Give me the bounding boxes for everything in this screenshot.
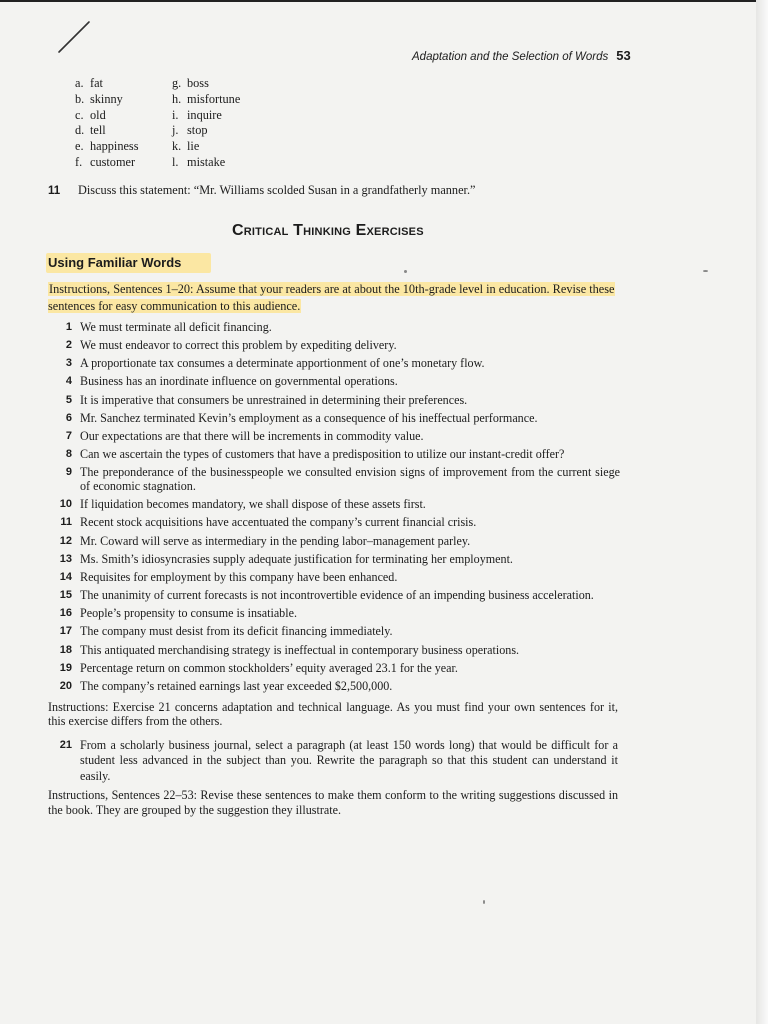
sentence-item xyxy=(48,568,620,586)
word-text: old xyxy=(90,107,106,122)
word-item xyxy=(172,155,240,171)
word-letter: g. xyxy=(172,76,182,90)
word-letter: a. xyxy=(75,76,84,90)
question-text: From a scholarly business journal, select a paragraph (at least 150 words long) that would be difficult for a student less advanced in the subject than you. Rewrite the paragraph so that this student can understand it easily. xyxy=(80,738,618,783)
word-text: boss xyxy=(187,76,209,90)
question-21 xyxy=(48,738,618,784)
word-text: skinny xyxy=(90,91,123,106)
subheading: Using Familiar Words xyxy=(46,253,211,273)
word-item xyxy=(172,108,240,124)
sentence-item xyxy=(48,586,620,604)
sentence-text: This antiquated merchandising strategy is ineffectual in contemporary business operations. xyxy=(80,642,520,657)
sentence-text: Business has an inordinate influence on governmental operations. xyxy=(80,374,398,389)
sentence-text: Can we ascertain the types of customers that have a predisposition to utilize our instant-credit offer? xyxy=(80,447,565,462)
sentence-item xyxy=(48,604,620,622)
sentence-text: We must terminate all deficit financing. xyxy=(80,320,272,334)
sentence-number: 6 xyxy=(65,411,72,424)
word-letter: f. xyxy=(75,154,83,169)
word-text: customer xyxy=(90,154,136,169)
word-text: tell xyxy=(90,123,106,138)
sentence-number: 3 xyxy=(65,357,72,370)
word-letter: e. xyxy=(75,139,84,154)
sentence-text: We must endeavor to correct this problem by expediting delivery. xyxy=(80,338,397,353)
word-item xyxy=(75,76,139,92)
sentence-item xyxy=(48,513,620,531)
word-text: stop xyxy=(187,123,208,138)
sentence-text: Mr. Sanchez terminated Kevin’s employment as a consequence of his ineffectual performance. xyxy=(80,410,538,425)
sentence-item xyxy=(48,677,620,695)
word-list-right xyxy=(172,76,240,171)
word-text: happiness xyxy=(90,139,139,154)
word-letter: h. xyxy=(172,91,182,106)
word-list-left xyxy=(75,76,139,171)
sentence-text: Mr. Coward will serve as intermediary in the pending labor–management parley. xyxy=(80,533,471,548)
word-letter: d. xyxy=(75,123,85,138)
word-text: lie xyxy=(187,139,200,154)
instructions-2: Instructions: Exercise 21 concerns adaptation and technical language. As you must find your own sentences for it, this exercise differs from the others. xyxy=(48,700,618,728)
sentence-text: It is imperative that consumers be unrestrained in determining their preferences. xyxy=(80,392,468,407)
word-letter: l. xyxy=(172,154,179,169)
word-text: misfortune xyxy=(187,91,241,106)
sentence-item xyxy=(48,550,620,568)
sentence-text: Recent stock acquisitions have accentuated the company’s current financial crisis. xyxy=(80,515,477,530)
running-header xyxy=(412,48,631,63)
sentence-item xyxy=(48,659,620,677)
question-text: Discuss this statement: “Mr. Williams scolded Susan in a grandfatherly manner.” xyxy=(78,183,476,197)
sentence-text: If liquidation becomes mandatory, we shall dispose of these assets first. xyxy=(80,497,426,512)
sentence-item xyxy=(48,532,620,550)
sentence-number: 8 xyxy=(65,448,72,461)
word-letter: i. xyxy=(172,107,179,122)
sentence-item xyxy=(48,391,620,409)
sentence-text: Requisites for employment by this company have been enhanced. xyxy=(80,569,398,584)
sentence-item xyxy=(48,641,620,659)
question-11 xyxy=(48,183,475,198)
pen-stroke-mark xyxy=(55,18,95,58)
word-text: fat xyxy=(90,76,103,90)
scan-speck xyxy=(483,900,485,904)
sentence-number: 1 xyxy=(65,321,72,333)
sentence-number: 2 xyxy=(65,339,72,352)
sentence-item xyxy=(48,495,620,513)
section-title: Critical Thinking Exercises xyxy=(232,222,424,239)
word-item xyxy=(75,139,139,155)
sentence-number: 20 xyxy=(59,679,72,692)
running-title: Adaptation and the Selection of Words xyxy=(412,51,609,63)
scan-speck xyxy=(703,270,708,272)
word-item xyxy=(172,123,240,139)
sentence-number: 19 xyxy=(59,661,72,674)
sentence-number: 18 xyxy=(59,643,72,656)
word-item xyxy=(75,123,139,139)
sentence-text: Percentage return on common stockholders’ equity averaged 23.1 for the year. xyxy=(80,660,458,675)
sentence-number: 7 xyxy=(65,429,72,442)
page-number: 53 xyxy=(616,48,631,63)
sentence-list xyxy=(48,318,620,695)
sentence-number: 10 xyxy=(59,498,72,511)
word-item xyxy=(172,92,240,108)
question-number: 21 xyxy=(59,739,72,751)
sentence-text: A proportionate tax consumes a determinate apportionment of one’s monetary flow. xyxy=(80,356,485,371)
scan-top-edge xyxy=(0,0,768,2)
sentence-item xyxy=(48,463,620,495)
sentence-number: 12 xyxy=(59,534,72,547)
word-item xyxy=(172,139,240,155)
sentence-text: Our expectations are that there will be increments in commodity value. xyxy=(80,428,424,443)
word-item xyxy=(172,76,240,92)
scan-speck xyxy=(404,270,407,273)
sentence-item xyxy=(48,354,620,372)
word-text: mistake xyxy=(187,154,226,169)
sentence-item xyxy=(48,372,620,390)
sentence-number: 4 xyxy=(65,375,72,388)
word-letter: k. xyxy=(172,139,182,154)
question-number: 11 xyxy=(48,185,61,197)
word-item xyxy=(75,92,139,108)
word-item xyxy=(75,155,139,171)
word-letter: c. xyxy=(75,107,84,122)
sentence-number: 9 xyxy=(65,466,72,479)
sentence-number: 16 xyxy=(59,607,72,620)
sentence-item xyxy=(48,622,620,640)
sentence-item xyxy=(48,409,620,427)
sentence-text: The company must desist from its deficit financing immediately. xyxy=(80,624,393,639)
word-letter: b. xyxy=(75,91,85,106)
instructions-3: Instructions, Sentences 22–53: Revise these sentences to make them conform to the writing suggestions discussed in the book. They are grouped by the suggestion they illustrate. xyxy=(48,788,618,817)
word-item xyxy=(75,108,139,124)
word-letter: j. xyxy=(172,123,179,138)
sentence-number: 5 xyxy=(65,393,72,406)
sentence-text: People’s propensity to consume is insatiable. xyxy=(80,606,297,621)
sentence-item xyxy=(48,336,620,354)
sentence-number: 11 xyxy=(60,516,72,529)
scan-right-edge xyxy=(756,0,768,1024)
sentence-number: 15 xyxy=(59,589,72,602)
sentence-number: 14 xyxy=(59,570,72,583)
sentence-item xyxy=(48,318,620,336)
instructions-1-text: Instructions, Sentences 1–20: Assume that your readers are at about the 10th-grade level in education. Revise these sentences for easy communication to this audience. xyxy=(48,282,615,313)
sentence-item xyxy=(48,445,620,463)
sentence-number: 17 xyxy=(59,625,72,638)
sentence-item xyxy=(48,427,620,445)
word-text: inquire xyxy=(187,107,222,122)
sentence-number: 13 xyxy=(59,552,72,565)
sentence-text: The unanimity of current forecasts is not incontrovertible evidence of an impending business acceleration. xyxy=(80,588,594,603)
sentence-text: The preponderance of the businesspeople we consulted envision signs of improvement from the current siege of economic stagnation. xyxy=(80,465,620,494)
instructions-1 xyxy=(48,281,618,314)
sentence-text: The company’s retained earnings last year exceeded $2,500,000. xyxy=(80,678,393,693)
sentence-text: Ms. Smith’s idiosyncrasies supply adequate justification for terminating her employment. xyxy=(80,551,513,566)
